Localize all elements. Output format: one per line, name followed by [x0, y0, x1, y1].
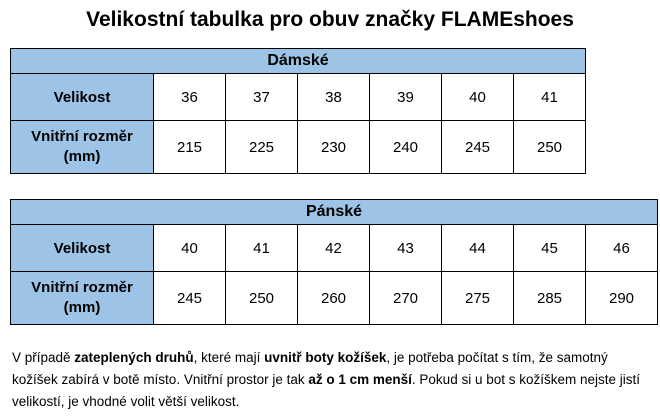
men-dimension-cell: 260 [298, 272, 370, 325]
men-dimension-cell: 290 [586, 272, 658, 325]
page-title: Velikostní tabulka pro obuv značky FLAMEshoes [86, 8, 574, 31]
women-dimension-cell: 215 [154, 121, 226, 174]
note-text: . Pokud si u bot s kožíškem nejste jistí velikostí, je vhodné volit větší velikost. [12, 372, 641, 409]
women-dimension-cell: 245 [442, 121, 514, 174]
dimension-unit: (mm) [63, 299, 101, 316]
men-size-cell: 42 [298, 225, 370, 272]
men-size-cell: 40 [154, 225, 226, 272]
men-dimension-cell: 250 [226, 272, 298, 325]
fur-lining-note [12, 347, 652, 413]
men-dimension-row [11, 272, 658, 325]
women-size-cell: 38 [298, 74, 370, 121]
men-dimension-cell: 270 [370, 272, 442, 325]
women-size-cell: 40 [442, 74, 514, 121]
men-size-cell: 46 [586, 225, 658, 272]
men-dimension-cell: 275 [442, 272, 514, 325]
note-text: V případě [12, 350, 75, 365]
dimension-label: Vnitřní rozměr [31, 279, 133, 296]
note-bold: uvnitř boty kožíšek [264, 350, 387, 365]
women-dimension-cell: 240 [370, 121, 442, 174]
note-bold: zateplených druhů [74, 350, 194, 365]
men-dimension-cell: 285 [514, 272, 586, 325]
women-size-table [10, 48, 586, 174]
women-dimension-row [11, 121, 586, 174]
women-size-row [11, 74, 586, 121]
note-bold: až o 1 cm menší [308, 372, 412, 387]
men-size-cell: 45 [514, 225, 586, 272]
dimension-unit: (mm) [63, 148, 101, 165]
men-size-cell: 44 [442, 225, 514, 272]
men-size-table [10, 199, 658, 325]
women-dimension-cell: 230 [298, 121, 370, 174]
men-size-cell: 41 [226, 225, 298, 272]
row-header-dimension [11, 121, 154, 174]
dimension-label: Vnitřní rozměr [31, 128, 133, 145]
row-header-size: Velikost [11, 74, 154, 121]
women-size-cell: 41 [514, 74, 586, 121]
row-header-size: Velikost [11, 225, 154, 272]
note-text: , které mají [193, 350, 265, 365]
note-text: , je potřeba počítat s tím, že samotný kožíšek zabírá v botě místo. Vnitřní prostor je tak [12, 350, 608, 387]
women-heading: Dámské [11, 49, 586, 74]
women-size-cell: 37 [226, 74, 298, 121]
women-size-cell: 39 [370, 74, 442, 121]
men-heading: Pánské [11, 200, 658, 225]
women-dimension-cell: 225 [226, 121, 298, 174]
row-header-dimension [11, 272, 154, 325]
women-size-cell: 36 [154, 74, 226, 121]
men-size-cell: 43 [370, 225, 442, 272]
men-size-row [11, 225, 658, 272]
men-dimension-cell: 245 [154, 272, 226, 325]
women-dimension-cell: 250 [514, 121, 586, 174]
